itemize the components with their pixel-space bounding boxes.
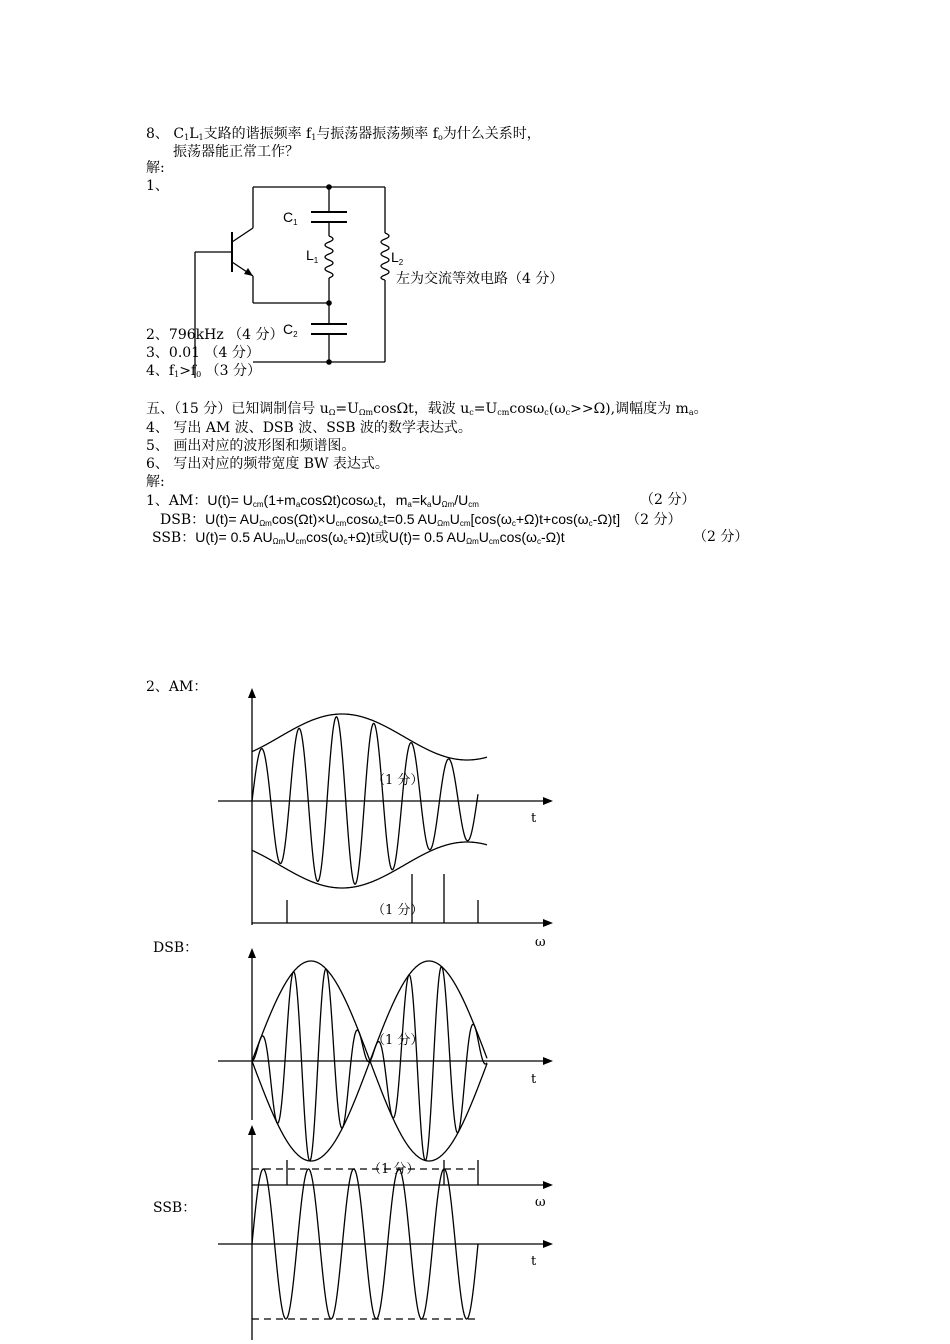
dsb-score: （2 分） [626, 512, 682, 528]
subscript: a [688, 408, 694, 417]
expr-prefix: SSB： [152, 530, 196, 546]
subscript: 0 [196, 370, 202, 379]
q8-title [146, 126, 541, 146]
expr-prefix: DSB： [160, 512, 206, 528]
expr-part: =k [411, 492, 428, 508]
q5-solution-label: 解: [146, 474, 165, 490]
answer-text: 4、f [146, 363, 175, 379]
emitter-arrow-icon [244, 268, 253, 276]
expr-prefix: 1、AM： [146, 493, 208, 509]
subscript: 1 [198, 133, 204, 142]
label-c1: $C_1$ [283, 209, 298, 227]
subscript: cm [295, 537, 307, 546]
answer-2-am-label: 2、AM： [146, 679, 208, 695]
subscript: c [343, 537, 348, 546]
expr-part: cos(Ωt)×U [271, 511, 336, 527]
answer-text: （3 分） [201, 363, 262, 379]
ssb-carrier-wave [252, 1169, 478, 1319]
am-score-label: （1 分） [372, 773, 424, 788]
am-spectrum-axis-arrow-icon [543, 919, 553, 927]
expr-or: 或 [374, 530, 389, 546]
am-upper-envelope [252, 714, 487, 760]
subscript: c [379, 519, 383, 528]
q8-text: L [189, 126, 199, 142]
expr-part: U(t)= AU [205, 511, 260, 527]
expr-part: U [285, 529, 296, 545]
q8-answer-4 [146, 363, 261, 383]
subscript: c [469, 408, 474, 417]
expr-part: U [449, 511, 460, 527]
q5-heading [146, 401, 708, 421]
expr-part: cosΩt)cosω [300, 492, 374, 508]
subscript: cm [252, 500, 264, 509]
subscript: cm [335, 519, 347, 528]
subscript: cm [468, 500, 479, 509]
q5-text: 五、（15 分）已知调制信号 u [146, 401, 329, 417]
subscript: 1 [184, 133, 190, 142]
subscript: c [536, 537, 541, 546]
subscript: c [565, 408, 571, 417]
subscript: c [588, 519, 593, 528]
answer-text: >f [179, 363, 197, 379]
label-c2: $C_2$ [283, 321, 298, 339]
subscript: Ωm [441, 500, 455, 509]
expr-part: [cos(ω [470, 511, 512, 527]
q8-number: 8、 [146, 126, 169, 142]
subscript: 1 [311, 133, 317, 142]
expr-part: U(t)= 0.5 AU [388, 529, 467, 545]
ssb-time-axis-arrow-icon [543, 1240, 553, 1248]
subscript: Ωm [272, 537, 286, 546]
am-t-label: t [531, 811, 537, 826]
dsb-vertical-axis-arrow-icon [248, 948, 256, 958]
expr-part: cosω [346, 511, 379, 527]
ssb-t-label: t [531, 1254, 537, 1269]
am-carrier-wave [252, 717, 478, 884]
q5-text: =U [473, 401, 498, 417]
q8-answer-2: 2、796kHz （4 分） [146, 327, 284, 343]
ssb-label: SSB： [153, 1200, 197, 1216]
expr-part: U [478, 529, 489, 545]
q8-text: 支路的谐振频率 f [203, 126, 312, 142]
ssb-score: （2 分） [693, 529, 749, 545]
q8-solution-label: 解: [146, 160, 165, 176]
am-spectrum-score-label: （1 分） [372, 903, 424, 918]
ssb-expression [152, 529, 565, 550]
am-lower-envelope [252, 842, 487, 888]
q5-item-5: 5、 画出对应的波形图和频谱图。 [146, 438, 356, 454]
dsb-spectrum-score-label: （1 分） [368, 1162, 420, 1177]
dsb-t-label: t [531, 1072, 537, 1087]
q8-text: 为什么关系时， [442, 126, 541, 142]
expr-part: cos(ω [306, 529, 344, 545]
am-time-axis-arrow-icon [543, 797, 553, 805]
subscript: cm [497, 408, 510, 417]
am-score: （2 分） [640, 492, 696, 508]
dsb-spectrum-axis-arrow-icon [543, 1181, 553, 1189]
q5-text: cosω [509, 401, 545, 417]
dsb-omega-label: ω [535, 1195, 546, 1210]
expr-part: t=0.5 AU [383, 511, 438, 527]
subscript: a [427, 500, 432, 509]
expr-part: t，m [377, 492, 408, 508]
expr-part: U(t)= 0.5 AU [195, 529, 273, 545]
q5-text: (ω [548, 401, 566, 417]
q8-text: 与振荡器振荡频率 f [316, 126, 438, 142]
expr-part: -Ω)t] [592, 511, 621, 527]
dsb-label: DSB： [153, 940, 199, 956]
am-vertical-axis-arrow-icon [248, 688, 256, 698]
am-omega-label: ω [535, 935, 546, 950]
expr-part: -Ω)t [540, 529, 565, 545]
subscript: a [295, 500, 301, 509]
subscript: c [511, 519, 516, 528]
q8-answer-1: 1、 [146, 178, 169, 194]
q8-answer-3: 3、0.01 （4 分） [146, 345, 260, 361]
q5-text: >>Ω),调幅度为 m [570, 401, 689, 417]
q5-text: cosΩt，载波 u [373, 401, 470, 417]
subscript: 1 [174, 370, 180, 379]
subscript: Ωm [358, 408, 374, 417]
subscript: Ωm [259, 519, 272, 528]
q8-text: C [173, 126, 185, 142]
subscript: o [437, 133, 443, 142]
dsb-score-label: （1 分） [372, 1033, 424, 1048]
subscript: cm [459, 519, 471, 528]
subscript: c [373, 500, 378, 509]
subscript: a [407, 500, 412, 509]
q5-text: 。 [693, 401, 708, 417]
q8-title-line2: 振荡器能正常工作？ [173, 144, 299, 160]
subscript: Ωm [437, 519, 450, 528]
subscript: Ωm [466, 537, 479, 546]
dsb-carrier-wave [252, 967, 487, 1161]
dsb-envelope-a [252, 961, 487, 1161]
subscript: cm [488, 537, 500, 546]
expr-part: /U [454, 492, 469, 508]
expr-part: U(t)= U [207, 492, 253, 508]
expr-part: +Ω)t [347, 529, 375, 545]
am-expression [146, 492, 479, 513]
q5-text: =U [335, 401, 359, 417]
label-l2: $L_2$ [391, 249, 404, 267]
q8-answer-1-note: 左为交流等效电路（4 分） [396, 271, 564, 287]
dsb-envelope-b [252, 961, 487, 1161]
ssb-vertical-axis-arrow-icon [248, 1125, 256, 1135]
subscript: c [544, 408, 549, 417]
q5-item-4: 4、 写出 AM 波、DSB 波、SSB 波的数学表达式。 [146, 420, 472, 436]
expr-part: (1+m [263, 492, 296, 508]
expr-part: cos(ω [499, 529, 537, 545]
q5-item-6: 6、 写出对应的频带宽度 BW 表达式。 [146, 456, 389, 472]
subscript: Ω [328, 408, 336, 417]
label-l1: $L_1$ [306, 247, 319, 265]
dsb-time-axis-arrow-icon [543, 1057, 553, 1065]
expr-part: +Ω)t+cos(ω [515, 511, 589, 527]
expr-part: U [431, 492, 442, 508]
